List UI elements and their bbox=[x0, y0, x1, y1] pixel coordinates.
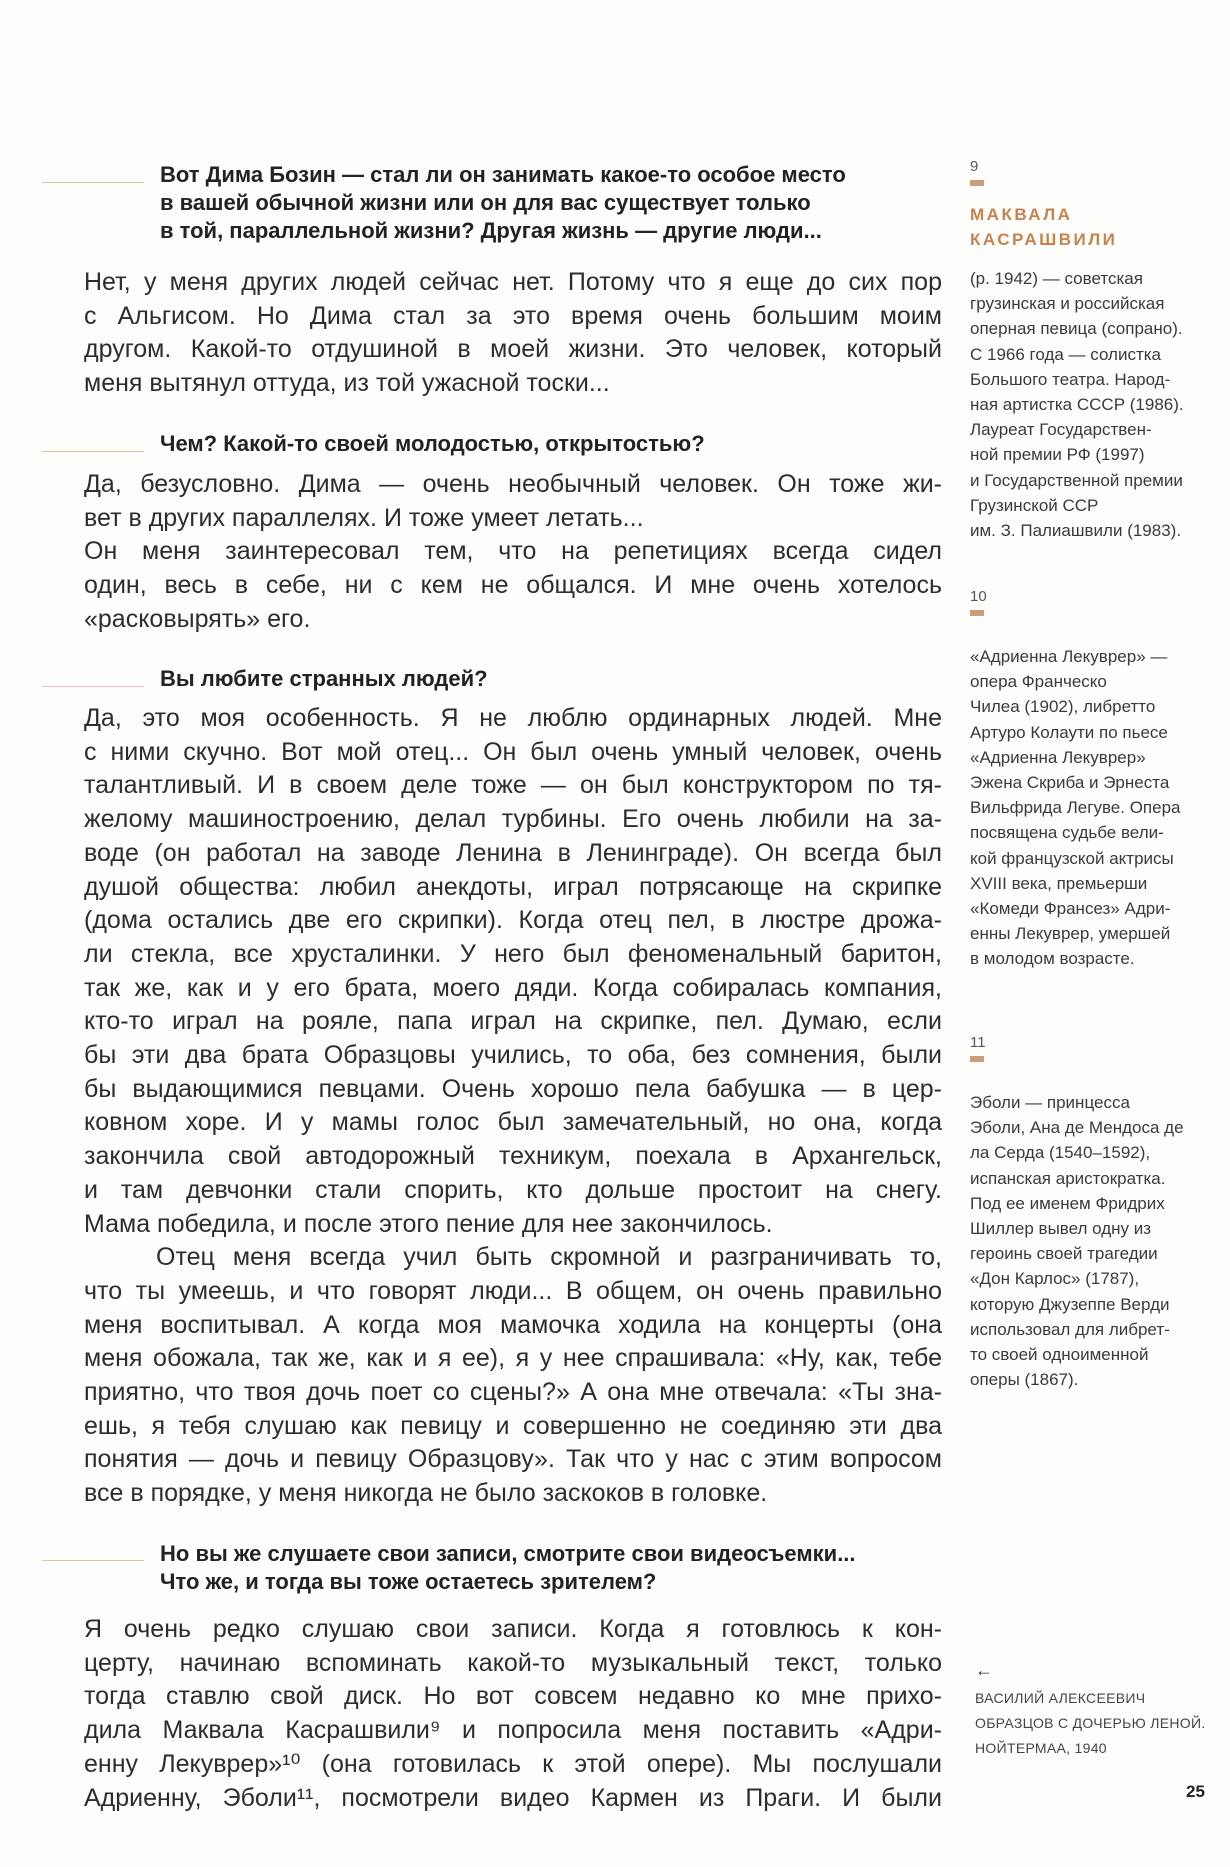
footnote-line: посвящена судьбе вели- bbox=[970, 823, 1164, 843]
footnote-line: «Комеди Франсез» Адри- bbox=[970, 899, 1171, 919]
footnote-marker bbox=[970, 1056, 984, 1062]
caption-line: ВАСИЛИЙ АЛЕКСЕЕВИЧ bbox=[975, 1690, 1146, 1706]
answer-line: что ты умеешь, и что говорят люди... В общем, он очень правильно bbox=[84, 1276, 942, 1305]
interview-answer bbox=[84, 702, 942, 1511]
interview-answer bbox=[84, 266, 942, 401]
caption-line: НОЙТЕРМАА, 1940 bbox=[975, 1740, 1107, 1756]
paragraph bbox=[84, 1613, 942, 1815]
footnote-line: ла Серда (1540–1592), bbox=[970, 1143, 1151, 1163]
interview-question bbox=[160, 665, 950, 693]
footnote-line: Шиллер вывел одну из bbox=[970, 1219, 1152, 1239]
answer-line: и там девчонки стали спорить, кто дольше простоит на снегу. bbox=[84, 1175, 942, 1204]
answer-line: бы эти два брата Образцовы учились, то оба, без сомнения, были bbox=[84, 1041, 942, 1070]
question-rule bbox=[42, 1560, 144, 1561]
answer-line: с ними скучно. Вот мой отец... Он был очень умный человек, очень bbox=[84, 737, 942, 766]
paragraph bbox=[84, 535, 942, 636]
footnote-line: и Государственной премии bbox=[970, 470, 1183, 490]
answer-line: один, весь в себе, ни с кем не общался. И мне очень хотелось bbox=[84, 571, 942, 600]
footnote-line: кой французской актрисы bbox=[970, 848, 1174, 868]
answer-line: Отец меня всегда учил быть скромной и разграничивать то, bbox=[156, 1243, 942, 1272]
question-rule bbox=[42, 451, 144, 452]
footnote-title bbox=[970, 202, 1220, 252]
footnote-line: (р. 1942) — советская bbox=[970, 269, 1143, 288]
footnote-line: грузинская и российская bbox=[970, 294, 1165, 314]
footnote-line: героинь своей трагедии bbox=[970, 1244, 1158, 1264]
footnote-line: Большого театра. Народ- bbox=[970, 369, 1171, 389]
answer-line: меня воспитывал. А когда моя мамочка ходила на концерты (она bbox=[84, 1310, 942, 1339]
footnote-number: 9 bbox=[970, 158, 979, 175]
paragraph bbox=[84, 468, 942, 535]
answer-line: Да, безусловно. Дима — очень необычный человек. Он тоже жи- bbox=[84, 470, 942, 498]
footnote-title-line: МАКВАЛА bbox=[970, 205, 1073, 224]
interview-answer bbox=[84, 1613, 942, 1815]
answer-line: Я очень редко слушаю свои записи. Когда я готовлюсь к кон- bbox=[84, 1615, 942, 1643]
answer-line: Мама победила, и после этого пение для нее закончилось. bbox=[84, 1209, 773, 1238]
answer-line: меня обожала, так же, как и я ее), я у нее спрашивала: «Ну, как, тебе bbox=[84, 1344, 942, 1373]
question-line: Вот Дима Бозин — стал ли он занимать какое-то особое место bbox=[160, 162, 846, 187]
answer-line: меня вытянул оттуда, из той ужасной тоски... bbox=[84, 369, 610, 398]
arrow-left-icon: ← bbox=[975, 1660, 993, 1680]
answer-line: желому машиностроению, делал турбины. Его очень любили на за- bbox=[84, 805, 942, 834]
page-number: 25 bbox=[1186, 1782, 1205, 1801]
footnote-line: оперы (1867). bbox=[970, 1370, 1079, 1390]
question-rule bbox=[42, 182, 144, 183]
interview-answer bbox=[84, 468, 942, 637]
answer-line: «расковырять» его. bbox=[84, 604, 311, 633]
footnote bbox=[970, 588, 1220, 972]
footnote-line: Под ее именем Фридрих bbox=[970, 1193, 1165, 1213]
answer-line: Нет, у меня других людей сейчас нет. Потому что я еще до сих пор bbox=[84, 268, 942, 296]
question-line: Вы любите странных людей? bbox=[160, 666, 488, 691]
answer-line: бы выдающимися певцами. Очень хорошо пела бабушка — в цер- bbox=[84, 1074, 942, 1103]
footnote-line: использовал для либрет- bbox=[970, 1319, 1170, 1339]
interview-question bbox=[160, 430, 950, 458]
footnote-title-line: КАСРАШВИЛИ bbox=[970, 230, 1118, 249]
interview-question bbox=[160, 1540, 950, 1596]
caption-line: ОБРАЗЦОВ С ДОЧЕРЬЮ ЛЕНОЙ. bbox=[975, 1715, 1206, 1731]
footnote-line: опера Франческо bbox=[970, 672, 1107, 692]
footnote-line: Лауреат Государствен- bbox=[970, 420, 1152, 440]
answer-line: все в порядке, у меня никогда не было заскоков в головке. bbox=[84, 1479, 768, 1508]
footnote-line: «Адриенна Лекуврер» bbox=[970, 747, 1146, 767]
question-line: Чем? Какой-то своей молодостью, открытостью? bbox=[160, 431, 705, 456]
answer-line: так же, как и у его брата, моего дяди. Когда собиралась компания, bbox=[84, 973, 942, 1002]
answer-line: Он меня заинтересовал тем, что на репетициях всегда сидел bbox=[84, 537, 942, 566]
answer-line: церту, начинаю вспоминать какой-то музыкальный текст, только bbox=[84, 1648, 942, 1677]
answer-line: Да, это моя особенность. Я не люблю ординарных людей. Мне bbox=[84, 704, 942, 732]
footnote-line: «Дон Карлос» (1787), bbox=[970, 1269, 1140, 1289]
footnote bbox=[970, 1034, 1220, 1392]
footnote bbox=[970, 158, 1220, 543]
answer-line: другом. Какой-то отдушиной в моей жизни. Это человек, который bbox=[84, 335, 942, 364]
answer-line: закончила свой автодорожный техникум, поехала в Архангельск, bbox=[84, 1142, 942, 1171]
footnote-line: оперная певица (сопрано). bbox=[970, 319, 1183, 339]
footnote-line: Эболи — принцесса bbox=[970, 1093, 1130, 1112]
footnote-line: Эжена Скриба и Эрнеста bbox=[970, 773, 1170, 793]
footnote-line: ная артистка СССР (1986). bbox=[970, 395, 1184, 415]
answer-line: (дома остались две его скрипки). Когда отец пел, в люстре дрожа- bbox=[84, 906, 942, 935]
footnote-line: С 1966 года — солистка bbox=[970, 344, 1162, 364]
answer-line: приятно, что твоя дочь поет со сцены?» А она мне отвечала: «Ты зна- bbox=[84, 1378, 942, 1407]
answer-line: енну Лекуврер»¹⁰ (она готовилась к этой опере). Мы послушали bbox=[84, 1749, 942, 1778]
answer-line: Адриенну, Эболи¹¹, посмотрели видео Кармен из Праги. И были bbox=[84, 1783, 942, 1812]
footnote-line: «Адриенна Лекуврер» — bbox=[970, 647, 1168, 666]
footnote-number: 10 bbox=[970, 588, 987, 605]
footnote-line: Вильфрида Легуве. Опера bbox=[970, 798, 1181, 818]
answer-line: дила Маквала Касрашвили⁹ и попросила меня поставить «Адри- bbox=[84, 1716, 942, 1745]
footnote-line: которую Джузеппе Верди bbox=[970, 1294, 1170, 1314]
answer-line: ли стекла, все хрусталинки. У него был феноменальный баритон, bbox=[84, 939, 942, 968]
answer-line: вет в других параллелях. И тоже умеет летать... bbox=[84, 503, 644, 532]
paragraph bbox=[84, 1241, 942, 1511]
footnote-marker bbox=[970, 180, 984, 186]
footnote-line: Чилеа (1902), либретто bbox=[970, 697, 1156, 717]
answer-line: понятия — дочь и певицу Образцову». Так что у нас с этим вопросом bbox=[84, 1445, 942, 1474]
answer-line: воде (он работал на заводе Ленина в Ленинграде). Он всегда был bbox=[84, 838, 942, 867]
footnote-line: то своей одноименной bbox=[970, 1345, 1149, 1365]
answer-line: ешь, я тебя слушаю как певицу и совершенно не соединяю эти два bbox=[84, 1411, 942, 1440]
answer-line: кто-то играл на рояле, папа играл на скрипке, пел. Думаю, если bbox=[84, 1007, 942, 1036]
paragraph bbox=[84, 702, 942, 1241]
photo-caption bbox=[975, 1686, 1206, 1761]
question-line: в той, параллельной жизни? Другая жизнь — другие люди... bbox=[160, 218, 822, 243]
footnote-line: Эболи, Ана де Мендоса де bbox=[970, 1118, 1184, 1138]
footnote-body bbox=[970, 644, 1220, 972]
footnote-line: ной премии РФ (1997) bbox=[970, 445, 1145, 465]
question-line: в вашей обычной жизни или он для вас существует только bbox=[160, 190, 811, 215]
answer-line: с Альгисом. Но Дима стал за это время очень большим моим bbox=[84, 301, 942, 330]
footnote-line: Артуро Колаути по пьесе bbox=[970, 722, 1168, 742]
footnote-line: им. З. Палиашвили (1983). bbox=[970, 521, 1182, 541]
footnote-number: 11 bbox=[970, 1034, 986, 1051]
answer-line: талантливый. И в своем деле тоже — он был конструктором по тя- bbox=[84, 771, 942, 800]
answer-line: душой общества: любил анекдоты, играл потрясающе на скрипке bbox=[84, 872, 942, 901]
footnote-line: XVIII века, премьерши bbox=[970, 873, 1148, 893]
footnote-body bbox=[970, 1090, 1220, 1392]
footnote-line: Грузинской ССР bbox=[970, 495, 1099, 515]
footnote-marker bbox=[970, 610, 984, 616]
footnote-line: енны Лекуврер, умершей bbox=[970, 924, 1171, 944]
question-line: Что же, и тогда вы тоже остаетесь зрителем? bbox=[160, 1569, 657, 1594]
footnote-body bbox=[970, 266, 1220, 543]
answer-line: тогда ставлю свой диск. Но вот совсем недавно ко мне прихо- bbox=[84, 1682, 942, 1711]
footnote-line: испанская аристократка. bbox=[970, 1168, 1166, 1188]
paragraph bbox=[84, 266, 942, 401]
footnote-line: в молодом возрасте. bbox=[970, 949, 1135, 969]
answer-line: ковном хоре. И у мамы голос был замечательный, но она, когда bbox=[84, 1108, 942, 1137]
interview-question bbox=[160, 161, 950, 245]
question-rule bbox=[42, 686, 144, 687]
question-line: Но вы же слушаете свои записи, смотрите свои видеосъемки... bbox=[160, 1541, 856, 1566]
